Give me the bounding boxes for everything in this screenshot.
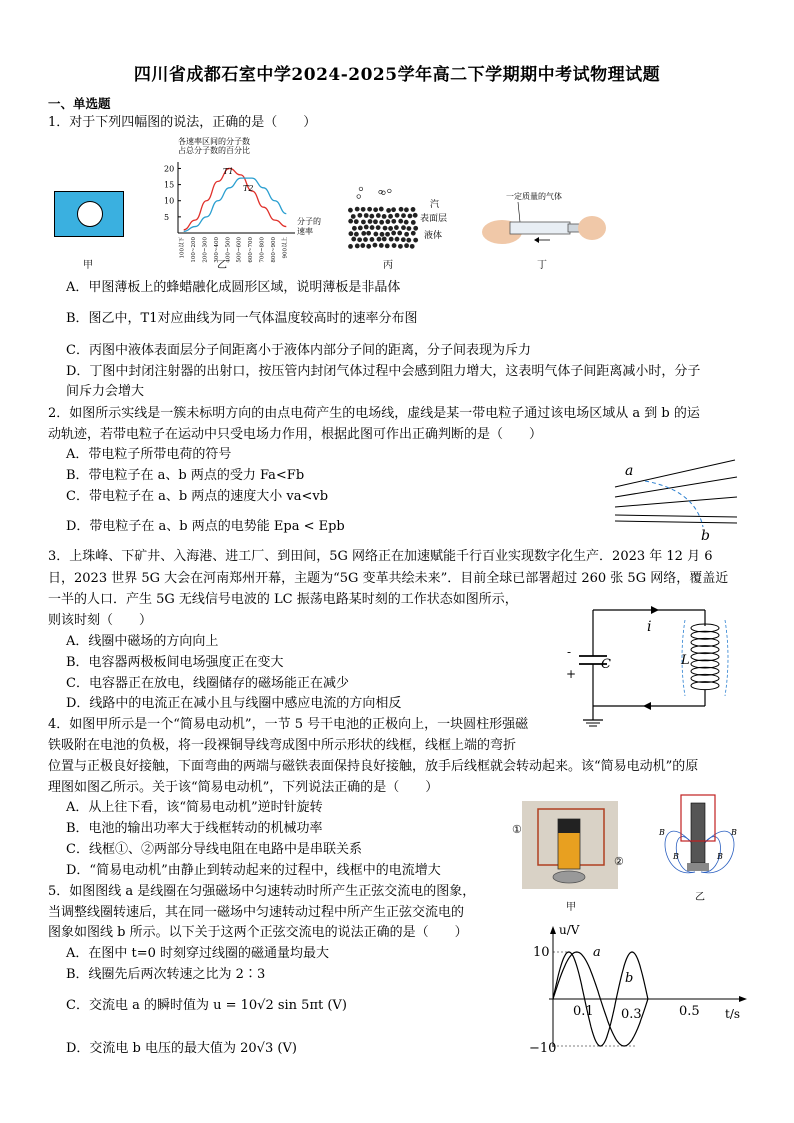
liquid-molecule [391,219,396,224]
ytick-label: 20 [164,164,175,174]
series-label-a: a [593,945,601,960]
q4-fig-jia-motor [510,797,630,897]
q1-fig-yi-chart [150,137,330,267]
liquid-molecule [407,226,412,231]
q5-option-c: C．交流电 a 的瞬时值为 u = 10√2 sin 5πt (V) [66,998,347,1013]
liquid-molecule [410,244,415,249]
xtick-label: 600~700 [248,237,255,263]
liquid-molecule [373,219,378,224]
liquid-molecule [376,225,381,230]
battery-top [558,819,580,833]
point-b: b [701,528,710,544]
x-axis-label: t/s [725,1007,741,1021]
liquid-molecule [357,213,362,218]
liquid-molecule [383,226,388,231]
xtick-0.5: 0.5 [679,1004,700,1019]
q4-stem-2: 铁吸附在电池的负极，将一段裸铜导线弯成图中所示形状的线框，线框上端的弯折 [48,738,517,753]
liquid-molecule [351,214,356,219]
liquid-molecule [355,244,360,249]
xtick-0.3: 0.3 [621,1007,642,1022]
liquid-molecule [370,237,375,242]
q5-stem-1: 5．如图图线 a 是线圈在匀强磁场中匀速转动时所产生正弦交流电的图象， [48,884,476,899]
liquid-molecule [401,213,406,218]
q5-option-d: D．交流电 b 电压的最大值为 20√3 (V) [66,1041,297,1056]
q1-fig-label-yi: 乙 [217,260,227,271]
field-B: B [731,828,737,837]
liquid-molecule [388,214,393,219]
q2-option-c: C．带电粒子在 a、b 两点的速度大小 va<vb [66,489,329,504]
liquid-molecule [370,225,375,230]
liquid-molecule [366,244,371,249]
liquid-molecule [404,232,409,237]
liquid-molecule [382,237,387,242]
q2-stem-1: 2．如图所示实线是一簇未标明方向的由点电荷产生的电场线，虚线是某一带电粒子通过该电场区域从 a 到 b 的运 [48,406,700,421]
legend-T2: T2 [243,184,254,193]
liquid-molecule [358,226,363,231]
xtick-label: 100~200 [191,237,198,263]
q1-fig-label-ding: 丁 [537,260,547,271]
liquid-molecule [357,237,362,242]
liquid-molecule [411,231,416,236]
q2-option-b: B．带电粒子在 a、b 两点的受力 Fa<Fb [66,468,305,483]
liquid-molecule [391,207,396,212]
q5-stem-2: 当调整线圈转速后，其在同一磁场中匀速转动过程中所产生正弦交流电的 [48,905,465,920]
liquid-molecule [373,207,378,212]
liquid-molecule [361,220,366,225]
liquid-molecule [366,231,371,236]
xtick-0.1: 0.1 [573,1004,594,1019]
liquid-molecule [392,243,397,248]
q4-option-b: B．电池的输出功率大于线框转动的机械功率 [66,821,323,836]
liquid-molecule [354,232,359,237]
field-line [615,477,737,497]
q4-option-d: D．“简易电动机”由静止到转动起来的过程中，线框中的电流增大 [66,863,441,878]
liquid-molecule [379,243,384,248]
liquid-molecule [348,208,353,213]
liquid-molecule [351,237,356,242]
liquid-molecule [389,237,394,242]
liquid-molecule [348,219,353,224]
liquid-molecule [388,226,393,231]
hand-right [578,216,606,240]
liquid-molecule [361,207,366,212]
liquid-molecule [360,243,365,248]
q4-fig-label-yi: 乙 [695,892,705,903]
q2-option-a: A．带电粒子所带电荷的符号 [66,447,232,462]
liquid-molecule [413,226,418,231]
q3-stem-2: 日，2023 世界 5G 大会在河南郑州开幕，主题为“5G 变革共绘未来”．目前全球已部署超过 260 张 5G 网络，覆盖近 [48,571,729,586]
liquid-molecule [391,231,396,236]
q5-stem-3: 图象如图线 b 所示。以下关于这两个正弦交流电的说法正确的是（ ） [48,925,468,940]
label-gas: 一定质量的气体 [506,192,562,201]
liquid-molecule [404,207,409,212]
q3-option-a: A．线圈中磁场的方向向上 [66,634,219,649]
liquid-molecule [368,219,373,224]
liquid-molecule [406,238,411,243]
liquid-molecule [367,207,372,212]
field-B: B [659,828,665,837]
liquid-molecule [369,214,374,219]
liquid-molecule [352,226,357,231]
xtick-label: 500~600 [236,237,243,263]
vapor-molecule [357,195,361,199]
section-heading: 一、单选题 [48,96,111,111]
q3-option-d: D．线路中的电流正在减小且与线圈中感应电流的方向相反 [66,696,402,711]
label-vapor: 汽 [430,200,440,210]
legend-T1: T1 [223,167,234,176]
liquid-molecule [348,244,353,249]
q1-option-b: B．图乙中，T1对应曲线为同一气体温度较高时的速率分布图 [66,311,418,326]
liquid-molecule [354,219,359,224]
inductor-coil [691,624,719,690]
series-label-b: b [625,971,634,986]
field-line [615,497,737,507]
q4-stem-4: 理图如图乙所示。关于该“简易电动机”，下列说法正确的是（ ） [48,780,439,795]
liquid-molecule [364,225,369,230]
liquid-molecule [404,243,409,248]
label-surface: 表面层 [420,214,448,224]
q1-option-c: C．丙图中液体表面层分子间距离小于液体内部分子间的距离，分子间表现为斥力 [66,343,531,358]
liquid-molecule [355,207,360,212]
ytick-label: 10 [164,196,175,206]
liquid-molecule [379,207,384,212]
wax-circle [77,201,103,227]
chart-xlabel-1: 分子的 [297,217,321,226]
ytick-10: 10 [533,945,550,960]
liquid-molecule [380,232,385,237]
q2-option-d: D．带电粒子在 a、b 两点的电势能 Epa < Epb [66,519,345,534]
vapor-molecule [388,189,392,193]
q1-fig-jia-plate [54,191,124,237]
q1-fig-label-bing: 丙 [383,260,393,271]
q3-stem-3: 一半的人口．产生 5G 无线信号电波的 LC 振荡电路某时刻的工作状态如图所示， [48,592,518,607]
chart-xlabel-2: 速率 [297,227,313,236]
q1-stem: 1．对于下列四幅图的说法，正确的是（ ） [48,115,317,130]
q2-fig-field-lines [605,455,745,545]
liquid-molecule [394,225,399,230]
q1-fig-label-jia: 甲 [83,260,93,271]
liquid-molecule [379,220,384,225]
liquid-molecule [397,231,402,236]
plate-minus: - [567,645,572,659]
xtick-label: 800~900 [270,237,277,263]
series-line-T1 [184,168,287,229]
xtick-label: 900以上 [282,237,289,259]
current-arrow [651,606,659,614]
liquid-molecule [364,213,369,218]
liquid-molecule [408,214,413,219]
liquid-molecule [385,232,390,237]
label-liquid: 液体 [424,231,443,241]
y-axis-label: u/V [559,923,580,937]
q5-option-b: B．线圈先后两次转速之比为 2∶3 [66,967,266,982]
field-B: B [717,852,723,861]
q4-fig-yi-field [645,787,755,887]
q4-stem-3: 位置与正极良好接触，下面弯曲的两端与磁铁表面保持良好接触，放手后线框就会转动起来。该“简易电动机”的原 [48,759,699,774]
liquid-molecule [399,207,404,212]
q4-stem-1: 4．如图甲所示是一个“简易电动机”，一节 5 号干电池的正极向上，一块圆柱形强磁 [48,717,529,732]
wire-label-1: ① [512,823,522,836]
q3-fig-lc-circuit [555,598,755,728]
q3-option-c: C．电容器正在放电，线圈储存的磁场能正在减少 [66,676,349,691]
liquid-molecule [411,220,416,225]
field-line [615,521,737,523]
xtick-label: 100以下 [179,237,186,259]
liquid-molecule [398,244,403,249]
wire-label-2: ② [614,855,624,868]
q2-stem-2: 动轨迹，若带电粒子在运动中只受电场力作用，根据此图可作出正确判断的是（ ） [48,427,543,442]
magnet [553,871,585,883]
xtick-label: 200~300 [202,237,209,263]
liquid-molecule [395,213,400,218]
xtick-label: 700~800 [259,237,266,263]
ytick-label: 5 [164,212,170,222]
xtick-label: 400~500 [225,237,232,263]
liquid-molecule [373,232,378,237]
current-arrow [643,702,651,710]
liquid-molecule [363,237,368,242]
plate-plus: + [566,667,577,681]
syringe-barrel [510,222,570,234]
q1-fig-ding-syringe [480,190,610,255]
liquid-molecule [385,244,390,249]
liquid-molecule [404,220,409,225]
liquid-molecule [382,214,387,219]
liquid-molecule [373,243,378,248]
liquid-molecule [377,237,382,242]
liquid-molecule [395,237,400,242]
q3-option-b: B．电容器两极板间电场强度正在变大 [66,655,284,670]
liquid-molecule [398,219,403,224]
vapor-molecule [359,187,363,191]
field-line [615,515,737,517]
inductor-label: L [681,653,690,668]
point-a: a [625,463,634,479]
magnet-diagram [687,863,709,871]
liquid-molecule [411,207,416,212]
q3-stem-1: 3．上珠峰、下矿井、入海港、进工厂、到田间，5G 网络正在加速赋能千行百业实现数字化生产．2023 年 12 月 6 [48,549,713,564]
q4-option-a: A．从上往下看，该“简易电动机”逆时针旋转 [66,800,323,815]
liquid-molecule [348,231,353,236]
q1-option-d: D．丁图中封闭注射器的出射口，按压管内封闭气体过程中会感到阻力增大，这表明气体子间距离减小时，分子 [66,364,701,379]
liquid-molecule [385,219,390,224]
q5-option-a: A．在图中 t=0 时刻穿过线圈的磁通量均最大 [66,946,330,961]
paper-title: 四川省成都石室中学2024-2025学年高二下学期期中考试物理试题 [133,65,661,85]
chart-ylabel-1: 各速率区间的分子数 [178,137,250,146]
xtick-label: 300~400 [213,237,220,263]
liquid-molecule [386,208,391,213]
q1-option-d-cont: 间斥力会增大 [66,384,145,399]
chart-ylabel-2: 占总分子数的百分比 [178,146,250,155]
current-label: i [647,619,652,635]
q4-fig-label-jia: 甲 [566,902,576,913]
liquid-molecule [361,231,366,236]
liquid-molecule [401,237,406,242]
q1-option-a: A．甲图薄板上的蜂蜡融化成圆形区域，说明薄板是非晶体 [66,280,401,295]
series-line-T2 [184,178,287,231]
q3-stem-4: 则该时刻（ ） [48,613,153,628]
battery-diagram [691,803,705,863]
liquid-molecule [376,213,381,218]
liquid-molecule [401,225,406,230]
q4-option-c: C．线框①、②两部分导线电阻在电路中是串联关系 [66,842,362,857]
liquid-molecule [413,213,418,218]
q5-fig-ac-graph [525,922,765,1062]
field-B: B [673,852,679,861]
ytick-label: 15 [164,180,175,190]
q1-fig-bing-molecules [344,183,464,258]
liquid-molecule [413,238,418,243]
ytick-neg10: −10 [529,1041,557,1056]
capacitor-label: C [601,657,611,672]
